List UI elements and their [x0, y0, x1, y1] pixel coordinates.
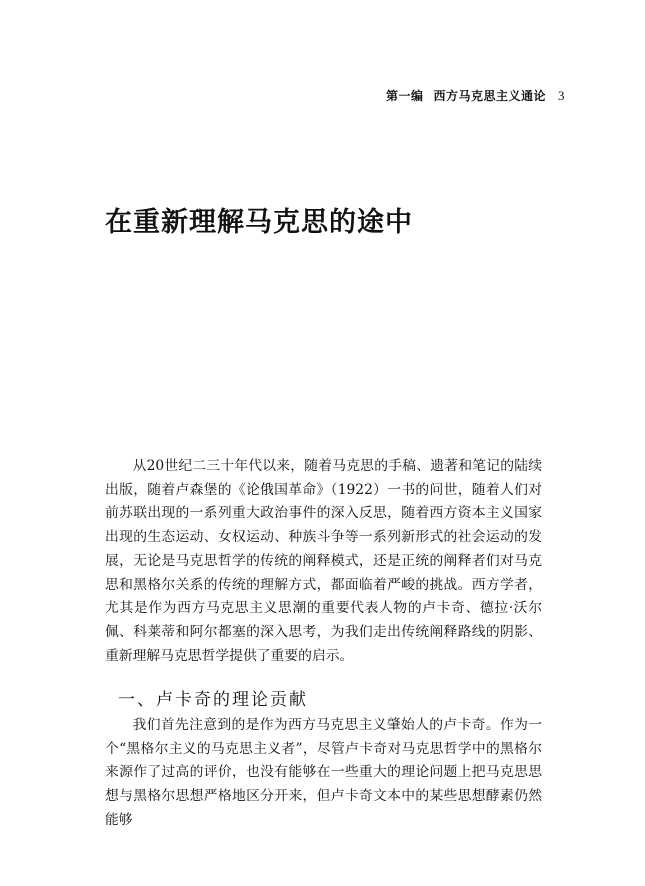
header-part: 第一编 [385, 89, 424, 103]
intro-text [105, 455, 542, 668]
chapter-title: 在重新理解马克思的途中 [105, 207, 413, 238]
section-paragraph: 我们首先注意到的是作为西方马克思主义肇始人的卢卡奇。作为一个“黑格尔主义的马克思主义者”，尽管卢卡奇对马克思哲学中的黑格尔来源作了过高的评价，也没有能够在一些重大的理论问题上把马克思思想与黑格尔思想严格地区分开来，但卢卡奇文本中的某些思想酵素仍然能够 [105, 717, 542, 828]
running-header [386, 87, 565, 104]
section-text [105, 714, 542, 833]
page-number: 3 [558, 88, 565, 103]
section-heading: 一、卢卡奇的理论贡献 [118, 690, 308, 710]
header-part-title: 西方马克思主义通论 [433, 89, 546, 103]
intro-paragraph: 从20世纪二三十年代以来，随着马克思的手稿、遗著和笔记的陆续出版，随着卢森堡的《论俄国革命》（1922）一书的问世，随着人们对前苏联出现的一系列重大政治事件的深入反思，随着西方资本主义国家出现的生态运动、女权运动、种族斗争等一系列新形式的社会运动的发展，无论是马克思哲学的传统的阐释模式，还是正统的阐释者们对马克思和黑格尔关系的传统的理解方式，都面临着严峻的挑战。西方学者，尤其是作为西方马克思主义思潮的重要代表人物的卢卡奇、德拉·沃尔佩、科莱蒂和阿尔都塞的深入思考，为我们走出传统阐释路线的阴影、重新理解马克思哲学提供了重要的启示。 [105, 458, 542, 664]
